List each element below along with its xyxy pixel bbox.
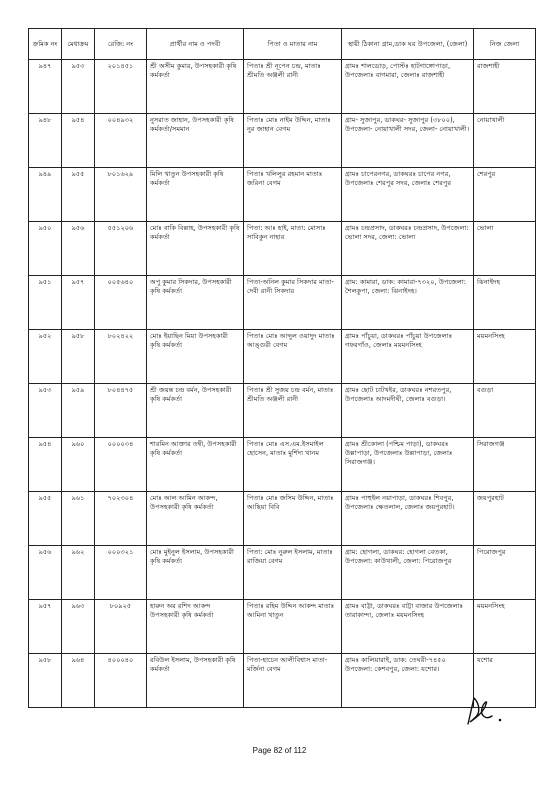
header-parents: পিতা ও মাতার নাম [244, 29, 342, 60]
table-row [29, 546, 536, 600]
cell-district: শেরপুর [474, 168, 536, 222]
cell-address: গ্রামঃ চন্দ্রপ্রসাদ, ডাকঘরঃ চন্দ্রপ্রসাদ, উপজেলা: ভোলা সদর, জেলা: ভোলা [342, 222, 474, 276]
cell-reg-no: ৮০১৬২৯ [95, 168, 147, 222]
cell-merit: ৯৫৬ [62, 222, 95, 276]
cell-reg-no: ৮০২৪২২ [95, 330, 147, 384]
cell-serial: ৯৫১ [29, 276, 62, 330]
cell-serial: ৯৫৮ [29, 654, 62, 708]
cell-address: গ্রামঃ বাট্টা, ডাকঘরঃ বাট্টা বাজার উপজেলাঃ তারাকান্দা, জেলাঃ ময়মনসিংহ [342, 600, 474, 654]
cell-name: নুসরাত জাহান, উপসহকারী কৃষি কর্মকর্তা/সমমান [147, 114, 244, 168]
cell-district: ঝিনাইদহ [474, 276, 536, 330]
cell-merit: ৯৬৪ [62, 654, 95, 708]
cell-parents: পিতা: মোঃ নুরুল ইসলাম, মাতাঃ রাজিয়া বেগম [244, 546, 342, 600]
table-row [29, 276, 536, 330]
cell-district: নোয়াখালী [474, 114, 536, 168]
cell-serial: ৯৪৭ [29, 60, 62, 114]
cell-merit: ৯৬০ [62, 438, 95, 492]
header-serial: ক্রমিক নং [29, 29, 62, 60]
cell-serial: ৯৫৩ [29, 384, 62, 438]
cell-address: গ্রামঃ কালিয়ারাই, ডাক: তেঘরী-৭৪৫০ উপজেলা: কেশবপুর, জেলা: যশোর। [342, 654, 474, 708]
cell-address: গ্রাম- সুজাপুর, ডাকঘর- সুজাপুর (৩৮০০), উপজেলা- নোয়াখালী সদর, জেলা- নোয়াখালী। [342, 114, 474, 168]
cell-name: মিলি খাতুন উপসহকারী কৃষি কর্মকর্তা [147, 168, 244, 222]
cell-parents: পিতা: আঃ হাই, মাতা: মোসাঃ সাবিকুন নাহার [244, 222, 342, 276]
page-number: Page 82 of 112 [252, 746, 307, 755]
table-row [29, 600, 536, 654]
cell-merit: ৯৫৯ [62, 384, 95, 438]
cell-merit: ৯৬৩ [62, 600, 95, 654]
cell-reg-no: ০০৫৬৪০ [95, 276, 147, 330]
cell-district: জয়পুরহাট [474, 492, 536, 546]
cell-name: শ্রী অসীম কুমার, উপসহকারী কৃষি কর্মকর্তা [147, 60, 244, 114]
cell-reg-no: ০০০০৩৪ [95, 438, 147, 492]
cell-parents: পিতাঃ শ্রী সুজয় চন্দ্র বর্মন, মাতাঃ শ্রীমতি অঞ্জলী রানী [244, 384, 342, 438]
cell-serial: ৯৫৫ [29, 492, 62, 546]
cell-parents: পিতাঃ খলিলুর রহমান মাতাঃ জরিনা বেগম [244, 168, 342, 222]
cell-parents: পিতা-অনিল কুমার সিকদার মাতা- দেবী রানী সিকদার [244, 276, 342, 330]
cell-reg-no: ০০০৩২১ [95, 546, 147, 600]
cell-parents: পিতাঃ মোঃ আব্দুল ওয়াদুদ মাতাঃ আঙ্গুরী বেগম [244, 330, 342, 384]
cell-serial: ৯৫৭ [29, 600, 62, 654]
table-row [29, 330, 536, 384]
cell-name: অপু কুমার সিকদার, উপসহকারী কৃষি কর্মকর্তা [147, 276, 244, 330]
cell-reg-no: ২০১৪৫১ [95, 60, 147, 114]
cell-parents: পিতাঃ শ্রী নূপেন চন্দ্র, মাতাঃ শ্রীমতি অঞ্জলী রানী [244, 60, 342, 114]
cell-district: ময়মনসিংহ [474, 330, 536, 384]
signature [462, 694, 522, 728]
header-name: প্রার্থীর নাম ও পদবী [147, 29, 244, 60]
cell-address: গ্রাম: কামারা, ডাক: কামারা-৭৩২০, উপজেলা: শৈলকুপা, জেলা: ঝিনাইদহ। [342, 276, 474, 330]
table-header-row [29, 29, 536, 60]
table-row [29, 60, 536, 114]
cell-name: মোঃ বাকি বিল্লাহ, উপসহকারী কৃষি কর্মকর্তা [147, 222, 244, 276]
cell-merit: ৯৬২ [62, 546, 95, 600]
cell-name: মোঃ ইয়াছিন মিয়া উপসহকারী কৃষি কর্মকর্তা [147, 330, 244, 384]
cell-district: যশোর [474, 654, 536, 708]
cell-name: হারুন অর রশিদ আকন্দ উপসহকারী কৃষি কর্মকর্তা [147, 600, 244, 654]
cell-serial: ৯৫০ [29, 222, 62, 276]
cell-merit: ৯৫৫ [62, 168, 95, 222]
cell-parents: পিতা-হাচেন আলীবিশ্বাস মাতা-মর্জিনা বেগম [244, 654, 342, 708]
cell-address: গ্রামঃ শ্রীকোলা (পশ্চিম পাড়া), ডাকঘরঃ উল্লাপাড়া, উপজেলাঃ উল্লাপাড়া, জেলাঃ সিরাজগঞ্জ। [342, 438, 474, 492]
cell-parents: পিতাঃ মোঃ নাইম উদ্দিন, মাতাঃ নুর জাহান বেগম [244, 114, 342, 168]
cell-address: গ্রাম: হোগলা, ডাকঘর: হোগলা বেতকা, উপজেলা: কাউখালী, জেলা: পিরোজপুর [342, 546, 474, 600]
cell-name: শ্রী জয়ন্ত চন্দ্র বর্মন, উপসহকারী কৃষি কর্মকর্তা [147, 384, 244, 438]
cell-address: গ্রামঃ চাপেরনগর, ডাকঘরঃ চাপের নগর, উপজেলাঃ শেরপুর সদর, জেলাঃ শেরপুর [342, 168, 474, 222]
cell-name: রবিউল ইসলাম, উপসহকারী কৃষি কর্মকর্তা [147, 654, 244, 708]
cell-address: গ্রামঃ পাহুইল নয়াপাড়া, ডাকঘরঃ শিবপুর, উপজেলাঃ ক্ষেতলাল, জেলাঃ জয়পুরহাট। [342, 492, 474, 546]
cell-name: শারমিন আক্তার তন্বী, উপসহকারী কৃষি কর্মকর্তা [147, 438, 244, 492]
cell-district: সিরাজগঞ্জ [474, 438, 536, 492]
cell-parents: পিতাঃ মোঃ এস.এম.ইসমাইল হোসেন, মাতাঃ মুর্শিদা খানম [244, 438, 342, 492]
header-district: নিজ জেলা [474, 29, 536, 60]
cell-serial: ৯৫২ [29, 330, 62, 384]
table-row [29, 168, 536, 222]
cell-name: মোঃ মুইনুল ইসলাম, উপসহকারী কৃষি কর্মকর্তা [147, 546, 244, 600]
cell-address: গ্রামঃ শালডোড়, পোস্টঃ হাটগাঙ্গোপাড়া, উপজেলাঃ বাগমারা, জেলাঃ রাজশাহী [342, 60, 474, 114]
header-address: স্থায়ী ঠিকানা গ্রাম,ডাক ঘর উপজেলা, (জেলা) [342, 29, 474, 60]
cell-parents: পিতাঃ মোঃ জসিম উদ্দিন, মাতাঃ আছিয়া বিবি [244, 492, 342, 546]
cell-district: বগুড়া [474, 384, 536, 438]
cell-reg-no: ৭০২৩০৪ [95, 492, 147, 546]
cell-serial: ৯৪৮ [29, 114, 62, 168]
cell-district: রাজশাহী [474, 60, 536, 114]
cell-reg-no: ৪০০০৪০ [95, 654, 147, 708]
cell-reg-no: ৮০৯২৫ [95, 600, 147, 654]
cell-reg-no: ৫৫১২০৬ [95, 222, 147, 276]
cell-merit: ৯৫৪ [62, 114, 95, 168]
header-reg-no: রেজি: নং [95, 29, 147, 60]
cell-district: ময়মনসিংহ [474, 600, 536, 654]
table-row [29, 384, 536, 438]
table-row [29, 114, 536, 168]
cell-serial: ৯৫৪ [29, 438, 62, 492]
cell-district: ভোলা [474, 222, 536, 276]
cell-serial: ৯৪৯ [29, 168, 62, 222]
cell-name: মোঃ আল আমিন আকন্দ, উপসহকারী কৃষি কর্মকর্তা [147, 492, 244, 546]
cell-address: গ্রামঃ পাঁচুয়া, ডাকঘরঃ পাঁচুয়া উপজেলাঃ গফরগাঁও, জেলাঃ ময়মনসিংহ [342, 330, 474, 384]
table-row [29, 492, 536, 546]
cell-address: গ্রামঃ ছোট চাটখইর, ডাকঘরঃ নশরতপুর, উপজেলাঃ আদমদীঘী, জেলাঃ বগুড়া। [342, 384, 474, 438]
candidate-table [28, 28, 536, 708]
table-row [29, 222, 536, 276]
table-row [29, 438, 536, 492]
header-merit: মেধাক্রম [62, 29, 95, 60]
cell-merit: ৯৫৩ [62, 60, 95, 114]
cell-reg-no: ০০৪৯৩২ [95, 114, 147, 168]
cell-reg-no: ৮০৪৪৭৫ [95, 384, 147, 438]
cell-merit: ৯৬১ [62, 492, 95, 546]
cell-merit: ৯৫৭ [62, 276, 95, 330]
cell-district: পিরোজপুর [474, 546, 536, 600]
table-row [29, 654, 536, 708]
cell-merit: ৯৫৮ [62, 330, 95, 384]
cell-parents: পিতাঃ রহিম উদ্দিন আকন্দ মাতাঃ আমিনা খাতুন [244, 600, 342, 654]
cell-serial: ৯৫৬ [29, 546, 62, 600]
